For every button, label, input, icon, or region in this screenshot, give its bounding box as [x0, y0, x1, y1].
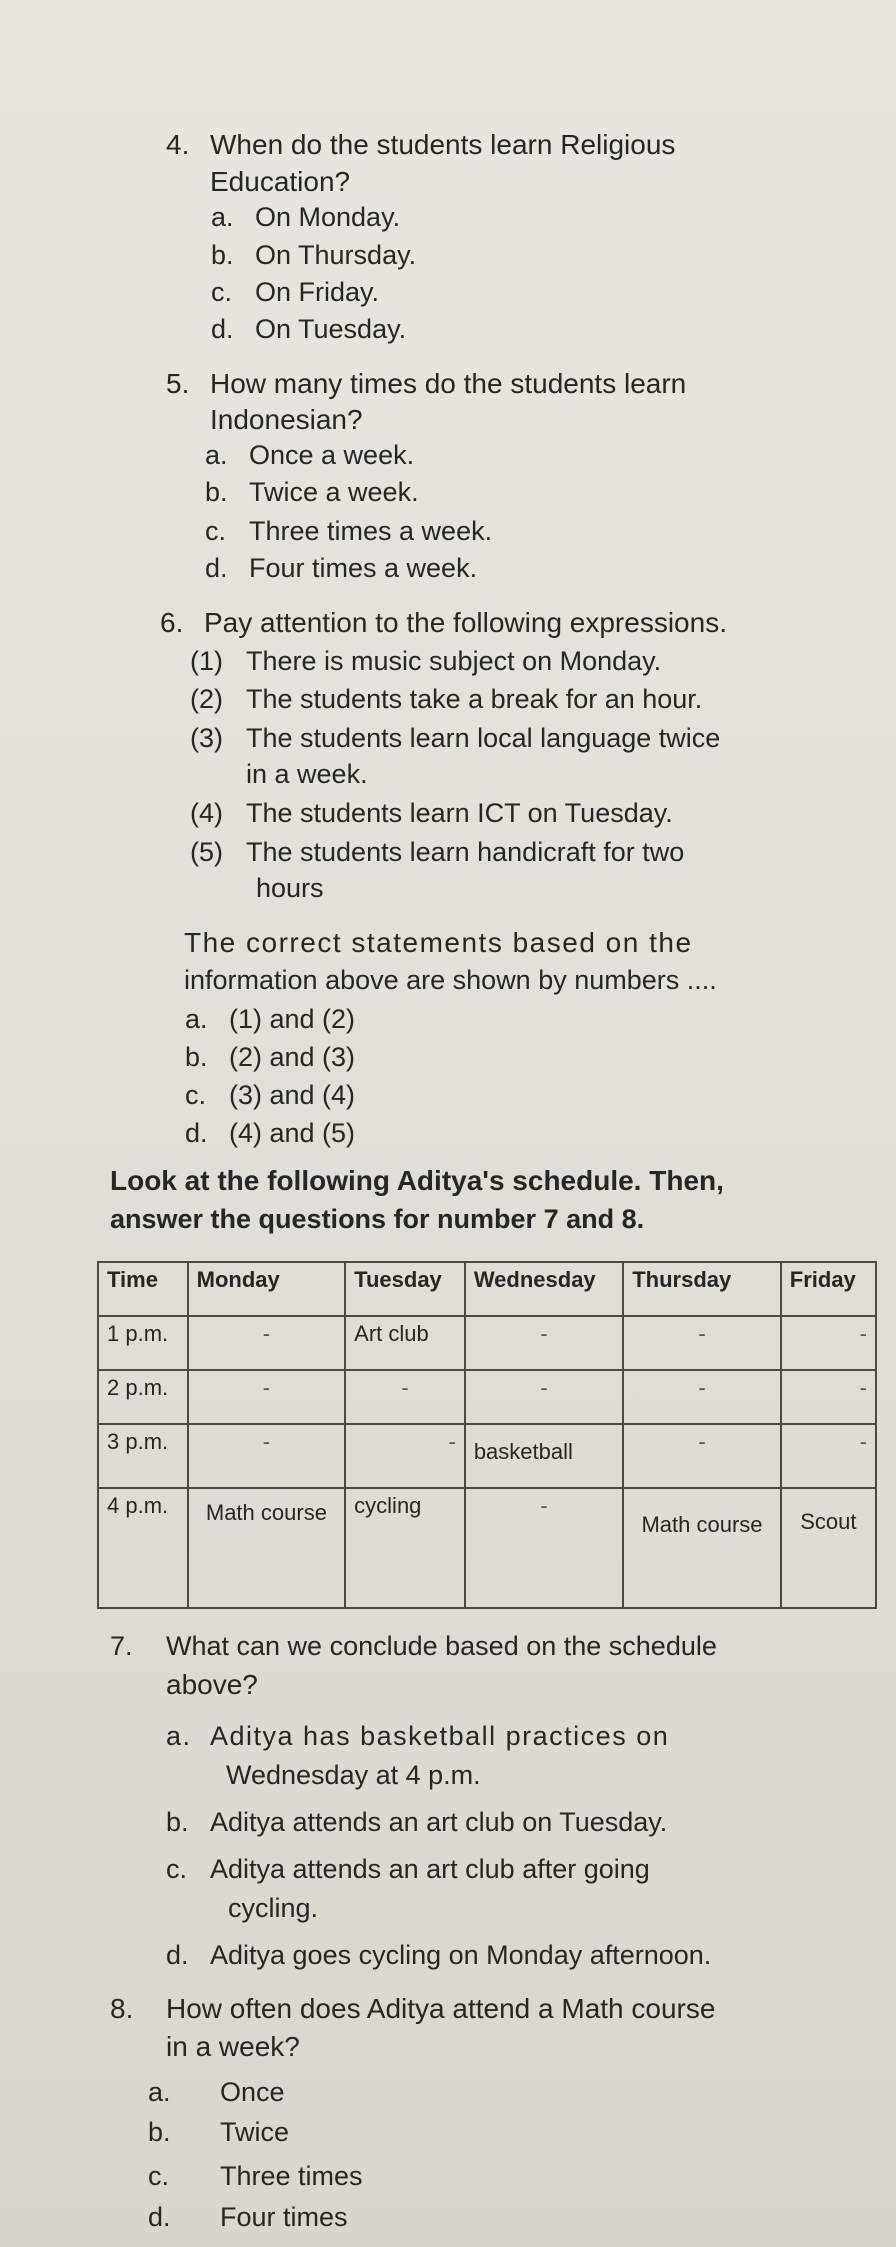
table-cell: - — [623, 1316, 781, 1370]
question-text: above? — [166, 1669, 258, 1700]
table-cell: - — [345, 1424, 465, 1488]
table-header-cell: Time — [98, 1262, 188, 1316]
option-8b[interactable] — [148, 2114, 289, 2150]
option-5a[interactable] — [205, 437, 414, 473]
table-header-cell: Tuesday — [345, 1262, 465, 1316]
table-cell: cycling — [345, 1488, 465, 1608]
statement-text: The students learn local language twice — [246, 723, 721, 753]
table-cell: 3 p.m. — [98, 1424, 188, 1488]
option-letter: b. — [185, 1042, 208, 1072]
option-letter: a. — [166, 1721, 192, 1751]
table-row — [98, 1370, 876, 1424]
option-letter: d. — [211, 314, 234, 344]
option-letter: a. — [148, 2077, 171, 2107]
table-cell: Math course — [623, 1488, 781, 1608]
option-letter: b. — [205, 477, 228, 507]
table-cell: - — [781, 1316, 876, 1370]
statement-text: The students take a break for an hour. — [246, 684, 703, 714]
question-text: in a week? — [166, 2031, 300, 2062]
table-cell: - — [781, 1370, 876, 1424]
option-7d[interactable] — [166, 1937, 711, 1973]
option-8d[interactable] — [148, 2199, 348, 2235]
instruction-text-line2 — [110, 1200, 644, 1238]
option-text: Aditya attends an art club on Tuesday. — [210, 1807, 668, 1837]
option-8c[interactable] — [148, 2158, 363, 2194]
option-text: On Thursday. — [255, 240, 417, 270]
table-cell: 2 p.m. — [98, 1370, 188, 1424]
option-4d[interactable] — [211, 311, 406, 347]
question-5-line2 — [210, 401, 363, 439]
question-number: 8. — [110, 1993, 134, 2024]
option-letter: a. — [211, 202, 234, 232]
option-text: Three times a week. — [249, 516, 493, 546]
option-4b[interactable] — [211, 237, 416, 273]
option-letter: c. — [166, 1854, 188, 1884]
table-header-cell: Monday — [188, 1262, 346, 1316]
question-text: How many times do the students learn — [210, 368, 687, 399]
option-letter: d. — [185, 1118, 208, 1148]
option-5d[interactable] — [205, 550, 477, 586]
option-letter: d. — [205, 553, 228, 583]
question-text: What can we conclude based on the schedule — [166, 1631, 717, 1661]
option-7c[interactable] — [166, 1851, 650, 1887]
table-cell: - — [623, 1424, 781, 1488]
option-text: Wednesday at 4 p.m. — [226, 1760, 481, 1790]
question-text: Pay attention to the following expressions. — [204, 607, 727, 638]
option-text: Four times — [220, 2202, 348, 2232]
statement-2 — [190, 681, 702, 717]
question-number: 7. — [110, 1631, 133, 1661]
question-7-line2 — [166, 1666, 258, 1704]
option-letter: c. — [148, 2161, 170, 2191]
option-6b[interactable] — [185, 1039, 355, 1075]
option-letter: b. — [166, 1807, 189, 1837]
option-text: (1) and (2) — [229, 1004, 356, 1034]
table-header-cell: Friday — [781, 1262, 876, 1316]
option-7a[interactable] — [166, 1718, 669, 1754]
question-5 — [166, 365, 686, 403]
question-6-prompt-line2 — [184, 961, 717, 999]
option-text: On Tuesday. — [255, 314, 407, 344]
option-letter: d. — [148, 2202, 171, 2232]
statement-3 — [190, 720, 720, 756]
statement-number: (5) — [190, 837, 223, 867]
option-8a[interactable] — [148, 2074, 285, 2110]
table-header-cell: Thursday — [623, 1262, 781, 1316]
table-cell: Math course — [188, 1488, 346, 1608]
table-cell: - — [465, 1316, 623, 1370]
table-cell: Art club — [345, 1316, 465, 1370]
option-6d[interactable] — [185, 1115, 355, 1151]
table-cell: - — [465, 1488, 623, 1608]
statement-text: The students learn handicraft for two — [246, 837, 685, 867]
table-cell: - — [188, 1424, 346, 1488]
option-4c[interactable] — [211, 274, 379, 310]
question-4 — [166, 126, 675, 164]
option-5c[interactable] — [205, 513, 492, 549]
option-letter: a. — [205, 440, 228, 470]
table-cell: - — [345, 1370, 465, 1424]
question-number: 6. — [160, 607, 184, 638]
table-cell: - — [781, 1424, 876, 1488]
schedule-table — [97, 1261, 877, 1609]
question-6-prompt — [184, 924, 693, 962]
option-text: Aditya goes cycling on Monday afternoon. — [210, 1940, 712, 1970]
table-row — [98, 1488, 876, 1608]
table-cell: 4 p.m. — [98, 1488, 188, 1608]
option-text: (3) and (4) — [229, 1080, 356, 1110]
option-text: (2) and (3) — [229, 1042, 356, 1072]
option-letter: c. — [205, 516, 227, 546]
option-text: Aditya attends an art club after going — [210, 1854, 650, 1884]
statement-5-line2 — [256, 870, 324, 906]
option-text: Three times — [220, 2161, 363, 2191]
question-text: When do the students learn Religious — [210, 129, 676, 160]
prompt-text: information above are shown by numbers .... — [184, 965, 717, 995]
option-6a[interactable] — [185, 1001, 355, 1037]
question-8 — [110, 1990, 715, 2028]
statement-number: (1) — [190, 646, 223, 676]
question-text: Indonesian? — [210, 404, 363, 435]
option-text: (4) and (5) — [229, 1118, 356, 1148]
table-cell: - — [188, 1316, 346, 1370]
question-7 — [110, 1627, 717, 1665]
table-row — [98, 1316, 876, 1370]
table-cell: 1 p.m. — [98, 1316, 188, 1370]
table-header-row — [98, 1262, 876, 1316]
option-letter: a. — [185, 1004, 208, 1034]
statement-text: in a week. — [246, 759, 368, 789]
option-letter: d. — [166, 1940, 189, 1970]
option-7b[interactable] — [166, 1804, 667, 1840]
table-cell: - — [465, 1370, 623, 1424]
question-text: How often does Aditya attend a Math course — [166, 1993, 716, 2024]
statement-text: There is music subject on Monday. — [246, 646, 662, 676]
option-text: Twice a week. — [249, 477, 419, 507]
instruction-line: Look at the following Aditya's schedule. Then, — [110, 1165, 724, 1196]
statement-number: (3) — [190, 723, 223, 753]
instruction-line: answer the questions for number 7 and 8. — [110, 1204, 645, 1234]
option-7c-line2 — [228, 1890, 318, 1926]
option-text: Once a week. — [249, 440, 415, 470]
table-cell: - — [623, 1370, 781, 1424]
option-letter: c. — [185, 1080, 207, 1110]
question-4-line2 — [210, 163, 350, 201]
option-6c[interactable] — [185, 1077, 355, 1113]
option-5b[interactable] — [205, 474, 419, 510]
statement-number: (4) — [190, 798, 223, 828]
option-4a[interactable] — [211, 199, 400, 235]
table-cell: basketball — [465, 1424, 623, 1488]
option-letter: b. — [211, 240, 234, 270]
table-cell: Scout — [781, 1488, 876, 1608]
statement-number: (2) — [190, 684, 223, 714]
option-text: Four times a week. — [249, 553, 478, 583]
instruction-text — [110, 1162, 724, 1200]
question-8-line2 — [166, 2028, 300, 2066]
question-text: Education? — [210, 166, 351, 197]
option-letter: c. — [211, 277, 233, 307]
table-header-cell: Wednesday — [465, 1262, 623, 1316]
option-text: Once — [220, 2077, 285, 2107]
statement-text: hours — [256, 873, 324, 903]
statement-3-line2 — [246, 756, 368, 792]
table-row — [98, 1424, 876, 1488]
question-6 — [160, 604, 727, 642]
option-text: On Friday. — [255, 277, 380, 307]
question-number: 4. — [166, 129, 190, 160]
prompt-text: The correct statements based on the — [184, 927, 693, 958]
statement-1 — [190, 643, 661, 679]
question-number: 5. — [166, 368, 190, 399]
option-text: Aditya has basketball practices on — [210, 1721, 670, 1751]
statement-text: The students learn ICT on Tuesday. — [246, 798, 673, 828]
option-7a-line2 — [226, 1757, 481, 1793]
option-text: On Monday. — [255, 202, 401, 232]
statement-4 — [190, 795, 673, 831]
option-text: cycling. — [228, 1893, 319, 1923]
option-text: Twice — [220, 2117, 290, 2147]
option-letter: b. — [148, 2117, 171, 2147]
table-cell: - — [188, 1370, 346, 1424]
statement-5 — [190, 834, 684, 870]
